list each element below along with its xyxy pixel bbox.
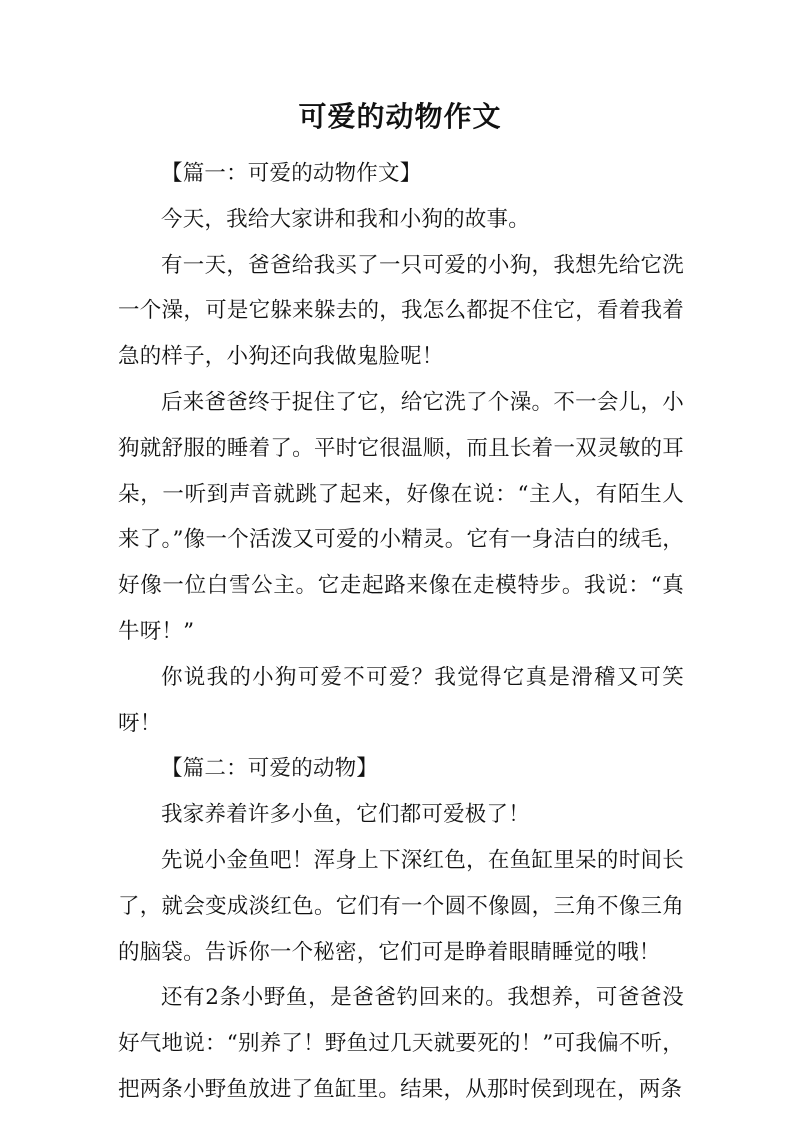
section-heading-2: 【篇二：可爱的动物】 <box>161 756 379 782</box>
paragraph: 后来爸爸终于捉住了它，给它洗了个澡。不一会儿，小狗就舒服的睡着了。平时它很温顺，而且长着一双灵敏的耳朵，一听到声音就跳了起来，好像在说：“主人，有陌生人来了。”像一个活泼又可爱的小精灵。它有一身洁白的绒毛，好像一位白雪公主。它走起路来像在走模特步。我说：“真牛呀！” <box>118 389 684 644</box>
section-heading-1: 【篇一：可爱的动物作文】 <box>161 161 422 186</box>
paragraph: 你说我的小狗可爱不可爱？我觉得它真是滑稽又可笑呀！ <box>118 664 684 736</box>
document-body <box>118 151 684 1113</box>
paragraph: 今天，我给大家讲和我和小狗的故事。 <box>161 206 530 232</box>
paragraph: 我家养着许多小鱼，它们都可爱极了！ <box>161 802 530 828</box>
document-title: 可爱的动物作文 <box>298 100 502 133</box>
paragraph: 有一天，爸爸给我买了一只可爱的小狗，我想先给它洗一个澡，可是它躲来躲去的，我怎么都捉不住它，看着我着急的样子，小狗还向我做鬼脸呢！ <box>118 252 684 370</box>
paragraph: 先说小金鱼吧！浑身上下深红色，在鱼缸里呆的时间长了，就会变成淡红色。它们有一个圆不像圆，三角不像三角的脑袋。告诉你一个秘密，它们可是睁着眼睛睡觉的哦！ <box>118 847 684 965</box>
paragraph: 还有2条小野鱼，是爸爸钓回来的。我想养，可爸爸没好气地说：“别养了！野鱼过几天就要死的！”可我偏不听，把两条小野鱼放进了鱼缸里。结果，从那时侯到现在，两条 <box>118 985 684 1102</box>
